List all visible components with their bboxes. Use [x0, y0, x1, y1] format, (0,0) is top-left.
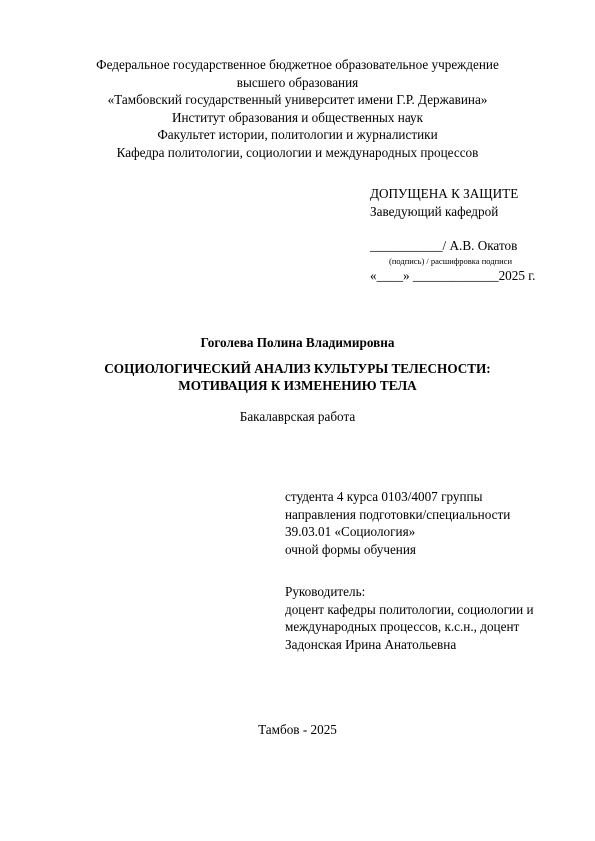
- approval-spacer: [370, 220, 535, 237]
- signature-line: ___________/ А.В. Окатов: [370, 238, 518, 254]
- thesis-title-line-2: МОТИВАЦИЯ К ИЗМЕНЕНИЮ ТЕЛА: [178, 377, 417, 393]
- approval-stamp: ДОПУЩЕНА К ЗАЩИТЕ: [370, 186, 519, 201]
- work-type: Бакалаврская работа: [239, 409, 356, 424]
- student-direction-label: направления подготовки/специальности: [285, 506, 511, 522]
- supervisor-position-line-2: международных процессов, к.с.н., доцент: [285, 619, 520, 635]
- student-specialty: 39.03.01 «Социология»: [285, 524, 416, 540]
- author-name: Гоголева Полина Владимировна: [200, 335, 395, 350]
- student-info: [285, 488, 510, 558]
- supervisor-label: Руководитель:: [285, 584, 366, 599]
- header-line-faculty: Факультет истории, политологии и журналистики: [157, 127, 438, 143]
- city-year: Тамбов - 2025: [258, 722, 337, 737]
- supervisor-info: [285, 583, 534, 653]
- thesis-title: [0, 361, 595, 394]
- approval-block: [370, 185, 535, 284]
- supervisor-name: Задонская Ирина Анатольевна: [285, 636, 457, 652]
- header-line-department: Кафедра политологии, социологии и международных процессов: [116, 144, 479, 160]
- header-line-ministry: Федеральное государственное бюджетное образовательное учреждение: [96, 57, 499, 72]
- signature-caption: (подпись) / расшифровка подписи: [389, 255, 513, 266]
- header-line-institute: Институт образования и общественных наук: [171, 109, 424, 125]
- approval-role: Заведующий кафедрой: [370, 203, 499, 219]
- institution-header: [0, 56, 595, 162]
- header-line-education-level: высшего образования: [236, 74, 359, 90]
- student-study-form: очной формы обучения: [285, 541, 416, 557]
- student-course-group: студента 4 курса 0103/4007 группы: [285, 489, 483, 504]
- approval-date-line: «____» _____________2025 г.: [370, 267, 536, 283]
- supervisor-position-line-1: доцент кафедры политологии, социологии и: [285, 601, 534, 617]
- thesis-title-line-1: СОЦИОЛОГИЧЕСКИЙ АНАЛИЗ КУЛЬТУРЫ ТЕЛЕСНОСТИ:: [104, 361, 491, 376]
- header-line-university: «Тамбовский государственный университет имени Г.Р. Державина»: [107, 92, 488, 108]
